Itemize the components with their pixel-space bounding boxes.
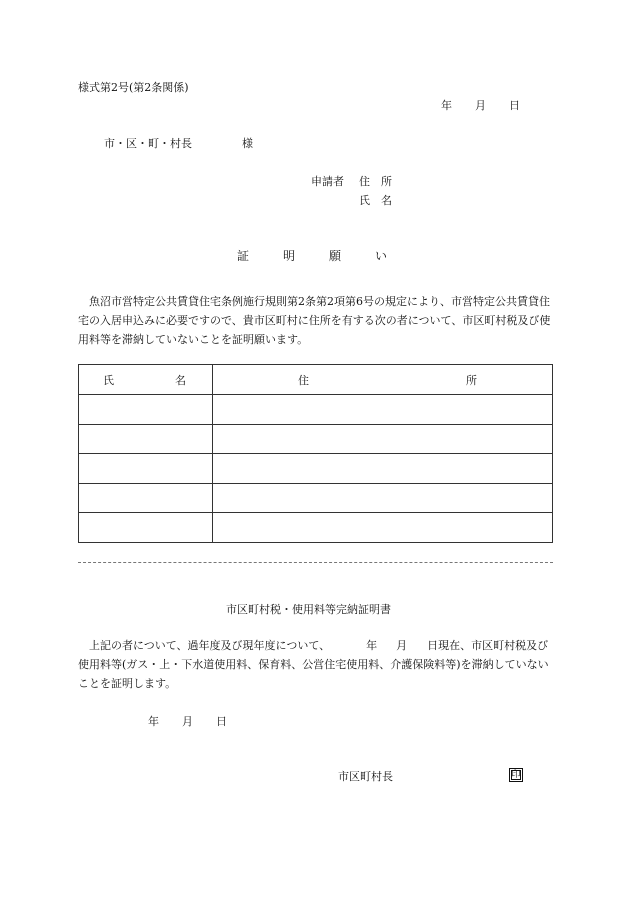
address-cell[interactable] [213,513,553,543]
address-cell[interactable] [213,424,553,454]
name-cell[interactable] [79,395,213,425]
name-cell[interactable] [79,513,213,543]
year-label: 年 [148,715,159,728]
header-char: 氏 [103,373,114,387]
name-cell[interactable] [79,424,213,454]
certificate-title: 市区町村税・使用料等完納証明書 [226,603,391,616]
header-char: 名 [175,373,186,387]
form-title [237,250,387,262]
year-label: 年 [441,99,452,112]
day-label: 日 [216,715,227,728]
certificate-body-start: 上記の者について、過年度及び現年度について、 [89,639,331,652]
issuer-title: 市区町村長 [338,770,393,783]
address-cell[interactable] [213,395,553,425]
applicant-label: 申請者 [311,175,344,188]
table-row [79,454,553,484]
day-label: 日 [509,99,520,112]
applicant-name-label: 氏 名 [359,194,392,207]
certificate-body [78,636,553,693]
address-cell[interactable] [213,483,553,513]
name-cell[interactable] [79,454,213,484]
honorific: 様 [242,137,253,150]
address-cell[interactable] [213,454,553,484]
header-char: 住 [298,373,309,387]
table-header-row [79,365,553,395]
header-char: 所 [466,373,477,387]
addressee: 市・区・町・村長 [104,137,192,150]
request-body: 魚沼市営特定公共賃貸住宅条例施行規則第2条第2項第6号の規定により、市営特定公共賃貸住宅の入居申込みに必要ですので、貴市区町村に住所を有する次の者について、市区町村税及び使用料等を滞納していないことを証明願います。 [78,295,551,346]
month-label: 月 [182,715,193,728]
seal-stamp-box: 印 [509,768,523,782]
applicant-address-label: 住 所 [359,175,392,188]
certificate-month-label: 月 [396,639,408,652]
table-row [79,395,553,425]
certificate-year-label: 年 [366,639,378,652]
table-row [79,483,553,513]
table-row [79,513,553,543]
table-row [79,424,553,454]
form-title-char: い [374,249,387,263]
cut-line-divider [78,562,553,563]
address-column-header [213,365,553,395]
name-column-header [79,365,213,395]
month-label: 月 [475,99,486,112]
certificate-body-rest: 日現在、市区町村税及び使用料等(ガス・上・下水道使用料、保育料、公営住宅使用料、介護保険料等)を滞納していないことを証明します。 [78,639,549,690]
form-title-char: 証 [237,249,250,263]
form-title-char: 願 [328,249,341,263]
form-number: 様式第2号(第2条関係) [78,81,189,94]
resident-table [78,364,553,543]
name-cell[interactable] [79,483,213,513]
certificate-date [148,716,227,727]
form-title-char: 明 [282,249,295,263]
submission-date [441,100,520,111]
